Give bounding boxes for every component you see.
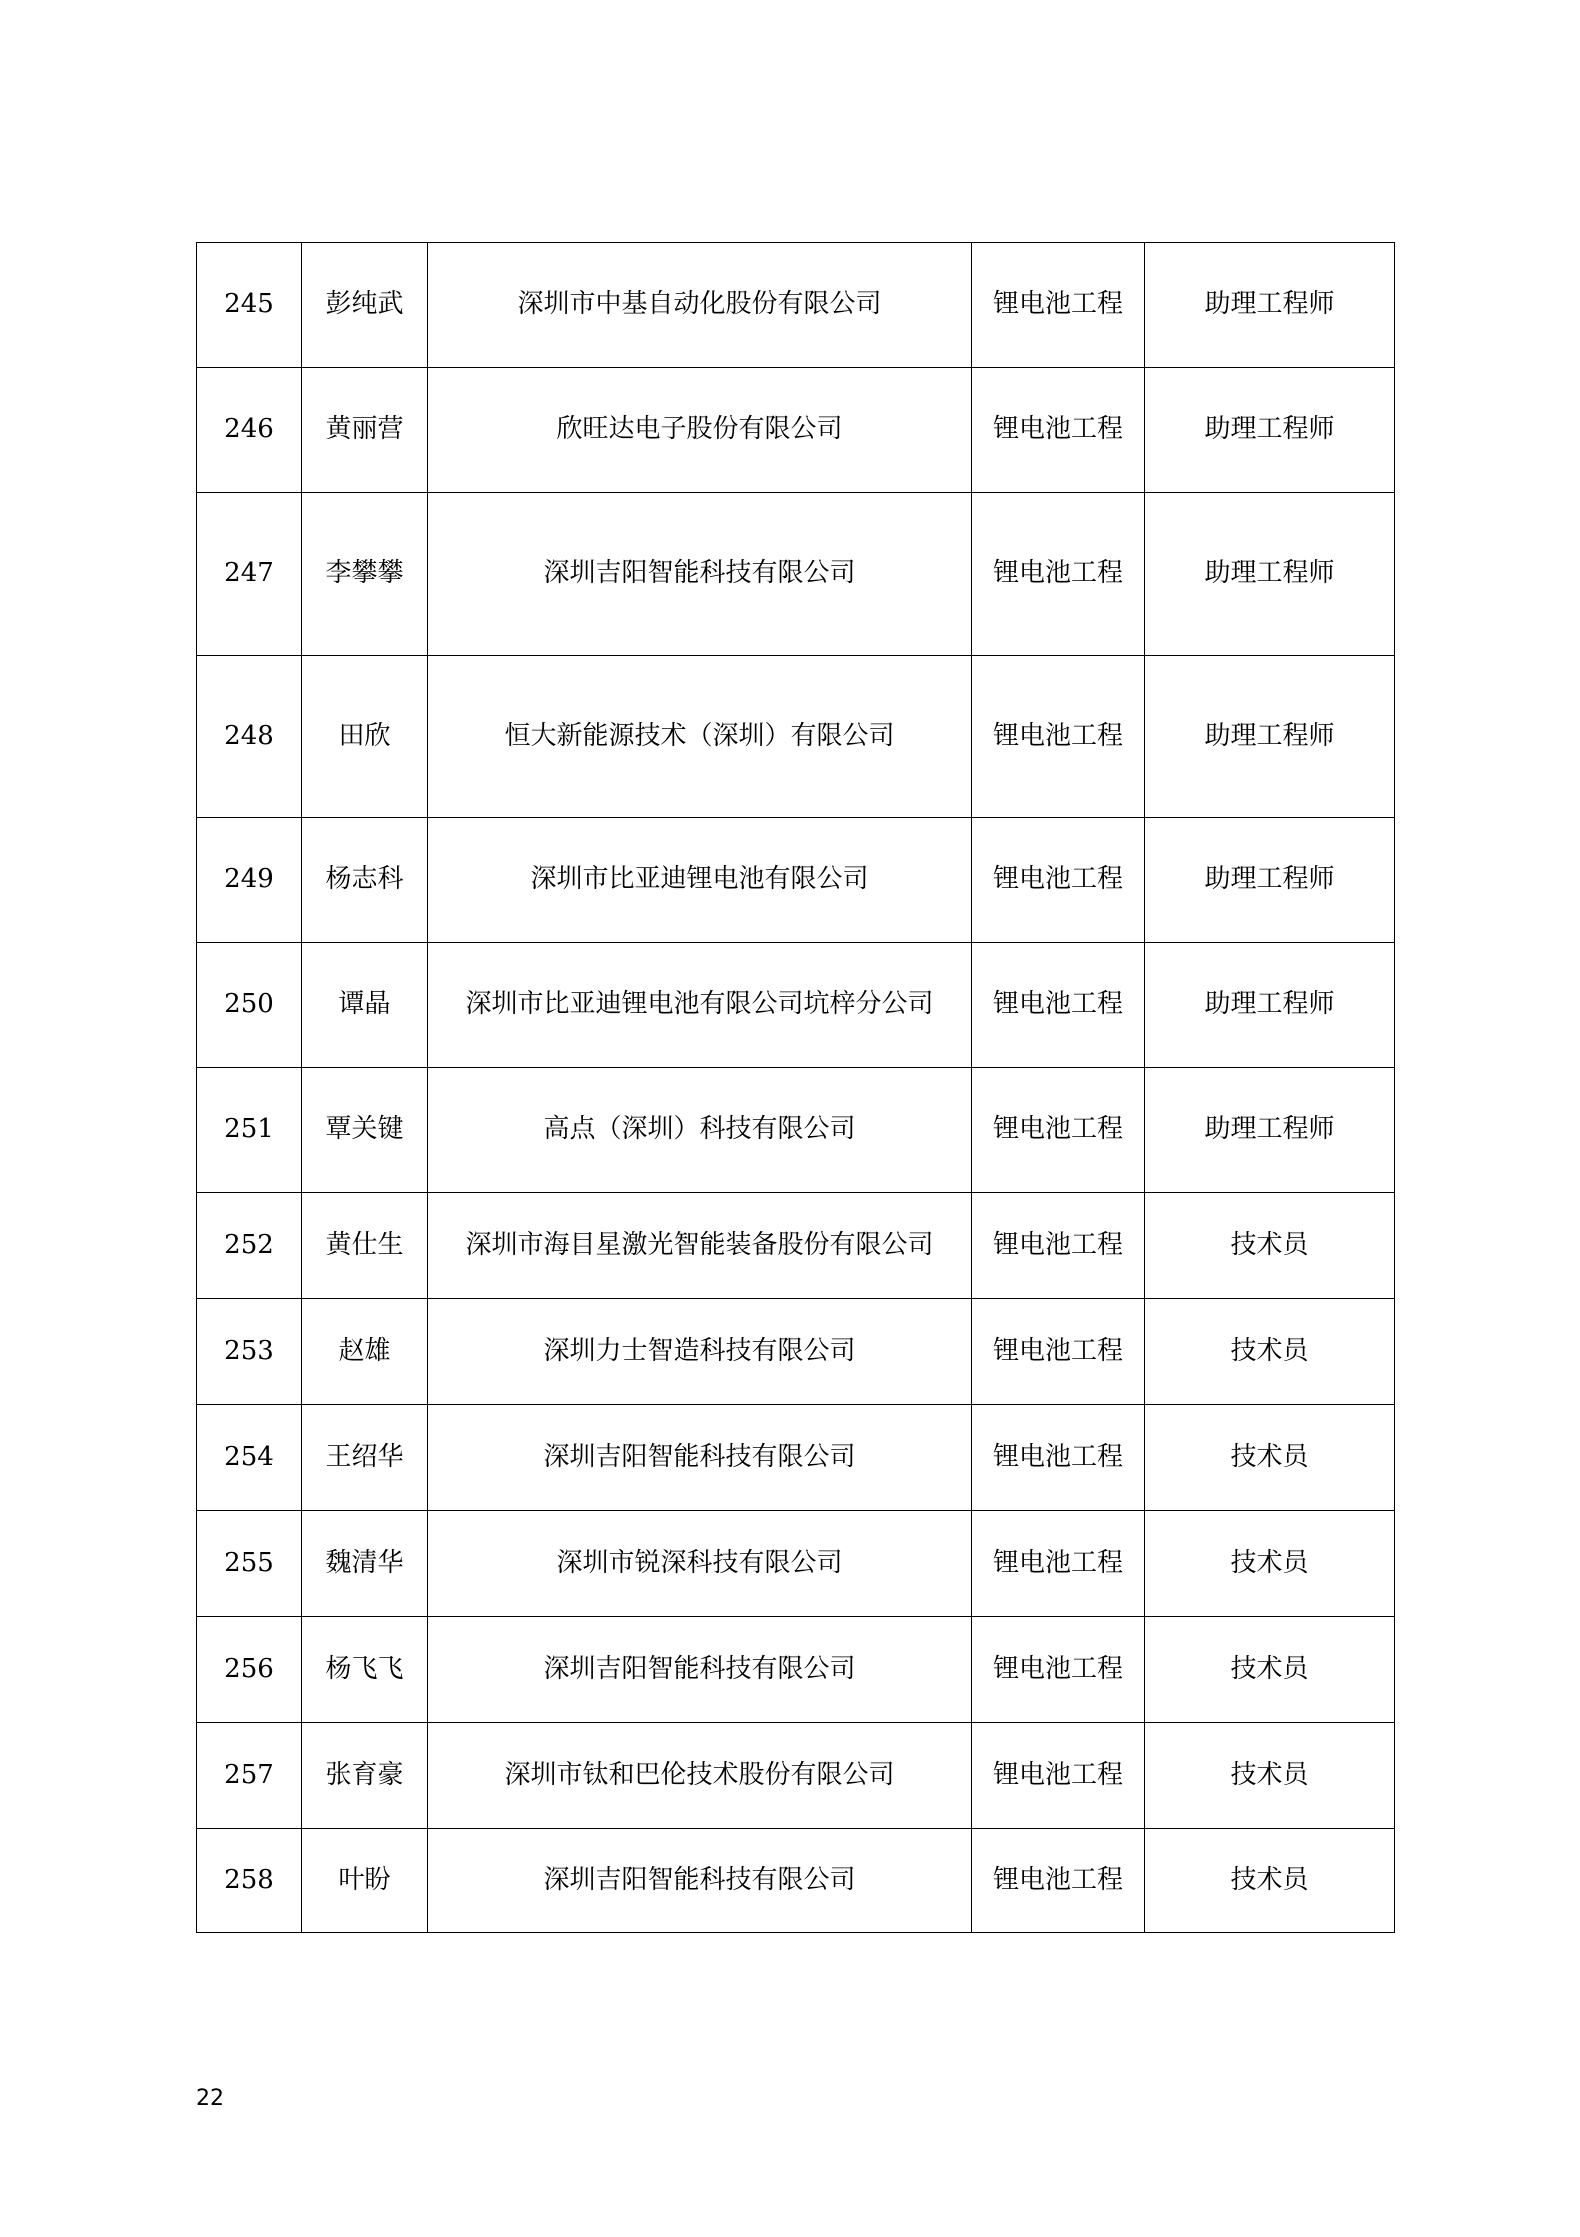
company-name: 深圳市比亚迪锂电池有限公司坑梓分公司	[428, 943, 972, 1068]
company-name: 欣旺达电子股份有限公司	[428, 368, 972, 493]
person-name: 赵雄	[302, 1299, 428, 1405]
row-number: 257	[197, 1723, 302, 1829]
company-name: 深圳吉阳智能科技有限公司	[428, 1405, 972, 1511]
table-row	[197, 1299, 1395, 1405]
table-row	[197, 1617, 1395, 1723]
company-name: 深圳市海目星激光智能装备股份有限公司	[428, 1193, 972, 1299]
row-number: 246	[197, 368, 302, 493]
row-number: 254	[197, 1405, 302, 1511]
row-number: 245	[197, 243, 302, 368]
company-name: 深圳吉阳智能科技有限公司	[428, 493, 972, 656]
person-name: 李攀攀	[302, 493, 428, 656]
person-name: 王绍华	[302, 1405, 428, 1511]
major: 锂电池工程	[972, 818, 1145, 943]
row-number: 256	[197, 1617, 302, 1723]
row-number: 247	[197, 493, 302, 656]
major: 锂电池工程	[972, 368, 1145, 493]
table-row	[197, 656, 1395, 818]
major: 锂电池工程	[972, 1299, 1145, 1405]
title-level: 技术员	[1145, 1299, 1395, 1405]
company-name: 深圳市钛和巴伦技术股份有限公司	[428, 1723, 972, 1829]
major: 锂电池工程	[972, 943, 1145, 1068]
row-number: 248	[197, 656, 302, 818]
table-row	[197, 818, 1395, 943]
title-level: 助理工程师	[1145, 368, 1395, 493]
title-level: 助理工程师	[1145, 656, 1395, 818]
row-number: 251	[197, 1068, 302, 1193]
person-name: 覃关键	[302, 1068, 428, 1193]
person-name: 杨飞飞	[302, 1617, 428, 1723]
title-level: 技术员	[1145, 1193, 1395, 1299]
person-name: 叶盼	[302, 1829, 428, 1933]
title-level: 助理工程师	[1145, 493, 1395, 656]
major: 锂电池工程	[972, 1405, 1145, 1511]
major: 锂电池工程	[972, 1068, 1145, 1193]
company-name: 深圳市锐深科技有限公司	[428, 1511, 972, 1617]
title-level: 技术员	[1145, 1829, 1395, 1933]
title-level: 助理工程师	[1145, 243, 1395, 368]
person-name: 谭晶	[302, 943, 428, 1068]
row-number: 250	[197, 943, 302, 1068]
row-number: 249	[197, 818, 302, 943]
row-number: 255	[197, 1511, 302, 1617]
person-name: 杨志科	[302, 818, 428, 943]
major: 锂电池工程	[972, 1193, 1145, 1299]
title-level: 助理工程师	[1145, 943, 1395, 1068]
table-row	[197, 943, 1395, 1068]
person-name: 彭纯武	[302, 243, 428, 368]
row-number: 252	[197, 1193, 302, 1299]
title-level: 助理工程师	[1145, 818, 1395, 943]
major: 锂电池工程	[972, 1723, 1145, 1829]
company-name: 深圳市比亚迪锂电池有限公司	[428, 818, 972, 943]
person-name: 张育豪	[302, 1723, 428, 1829]
row-number: 258	[197, 1829, 302, 1933]
person-name: 黄仕生	[302, 1193, 428, 1299]
table-row	[197, 1511, 1395, 1617]
title-level: 技术员	[1145, 1511, 1395, 1617]
table-row	[197, 1829, 1395, 1933]
company-name: 深圳力士智造科技有限公司	[428, 1299, 972, 1405]
company-name: 深圳吉阳智能科技有限公司	[428, 1617, 972, 1723]
page-number: 22	[196, 2086, 224, 2111]
title-level: 技术员	[1145, 1723, 1395, 1829]
title-level: 助理工程师	[1145, 1068, 1395, 1193]
company-name: 深圳市中基自动化股份有限公司	[428, 243, 972, 368]
table-row	[197, 1068, 1395, 1193]
person-name: 黄丽营	[302, 368, 428, 493]
table-row	[197, 1723, 1395, 1829]
table-row	[197, 368, 1395, 493]
table-row	[197, 493, 1395, 656]
company-name: 恒大新能源技术（深圳）有限公司	[428, 656, 972, 818]
person-name: 田欣	[302, 656, 428, 818]
title-level: 技术员	[1145, 1617, 1395, 1723]
major: 锂电池工程	[972, 243, 1145, 368]
table-row	[197, 1405, 1395, 1511]
title-level: 技术员	[1145, 1405, 1395, 1511]
person-name: 魏清华	[302, 1511, 428, 1617]
row-number: 253	[197, 1299, 302, 1405]
table-row	[197, 1193, 1395, 1299]
major: 锂电池工程	[972, 656, 1145, 818]
major: 锂电池工程	[972, 1511, 1145, 1617]
company-name: 高点（深圳）科技有限公司	[428, 1068, 972, 1193]
table-row	[197, 243, 1395, 368]
major: 锂电池工程	[972, 1617, 1145, 1723]
roster-table	[196, 242, 1395, 1933]
major: 锂电池工程	[972, 493, 1145, 656]
major: 锂电池工程	[972, 1829, 1145, 1933]
company-name: 深圳吉阳智能科技有限公司	[428, 1829, 972, 1933]
